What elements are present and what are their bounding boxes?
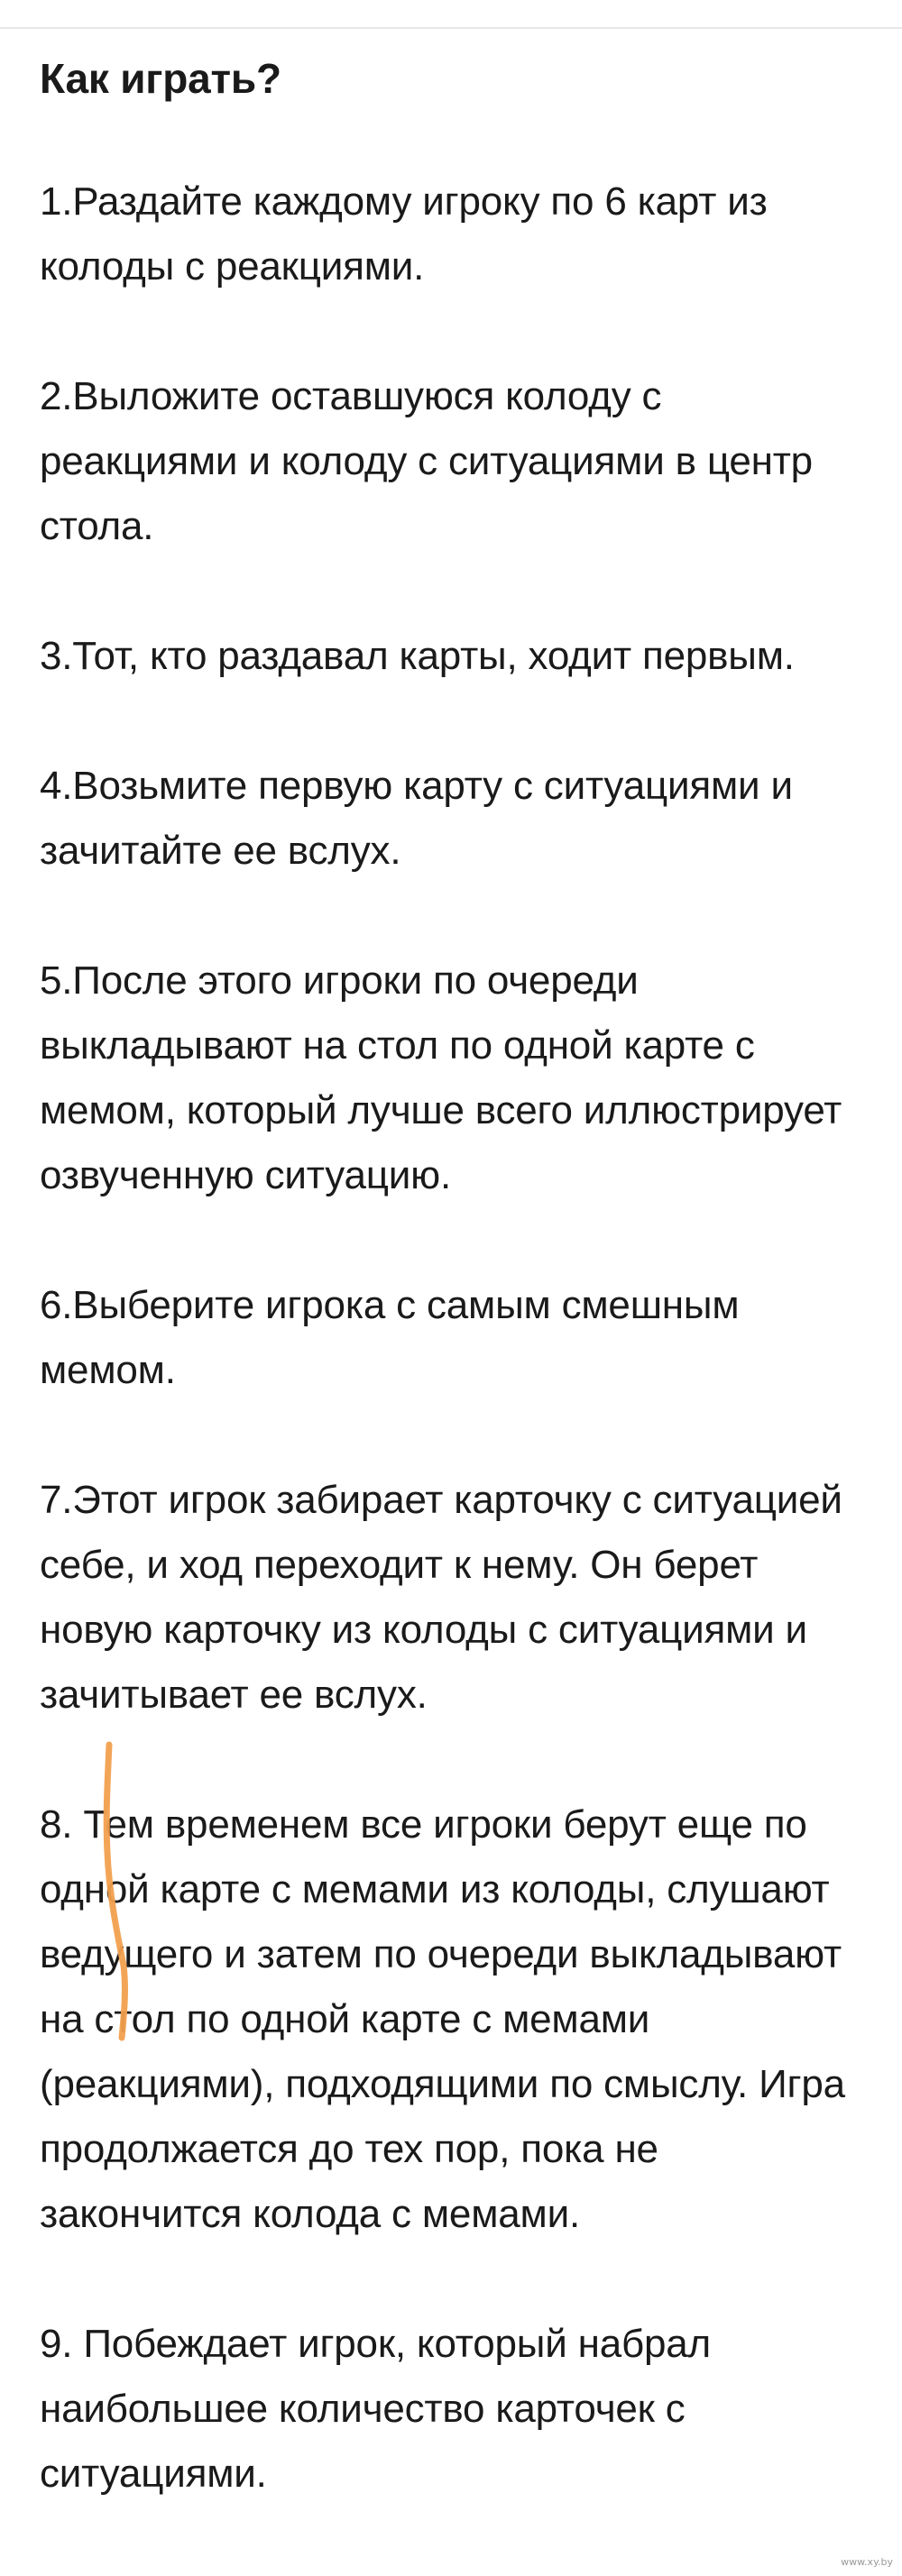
watermark: www.xy.by: [841, 2556, 893, 2568]
article-content: [40, 47, 870, 2507]
top-divider: [0, 0, 902, 29]
instruction-step-9: 9. Побеждает игрок, который набрал наибольшее количество карточек с ситуациями.: [40, 2322, 711, 2496]
instruction-step-7: 7.Этот игрок забирает карточку с ситуацией себе, и ход переходит к нему. Он берет новую карточку из колоды с ситуациями и зачитывает ее вслух.: [40, 1478, 842, 1717]
instruction-step-1: 1.Раздайте каждому игроку по 6 карт из колоды с реакциями.: [40, 179, 768, 289]
article-title: Как играть?: [40, 55, 281, 102]
instruction-step-2: 2.Выложите оставшуюся колоду с реакциями и колоду с ситуациями в центр стола.: [40, 374, 813, 548]
instruction-list: [40, 170, 870, 2507]
instruction-step-3: 3.Тот, кто раздавал карты, ходит первым.: [40, 634, 795, 678]
instruction-step-4: 4.Возьмите первую карту с ситуациями и зачитайте ее вслух.: [40, 764, 793, 873]
instruction-step-5: 5.После этого игроки по очереди выкладывают на стол по одной карте с мемом, который лучше всего иллюстрирует озвученную ситуацию.: [40, 958, 842, 1197]
instruction-step-6: 6.Выберите игрока с самым смешным мемом.: [40, 1283, 740, 1392]
instruction-step-8: 8. Тем временем все игроки берут еще по одной карте с мемами из колоды, слушают ведущего и затем по очереди выкладывают на стол по одной карте с мемами (реакциями), подходящими по смыслу. Игра продолжается до тех пор, пока не закончится колода с мемами.: [40, 1802, 845, 2236]
